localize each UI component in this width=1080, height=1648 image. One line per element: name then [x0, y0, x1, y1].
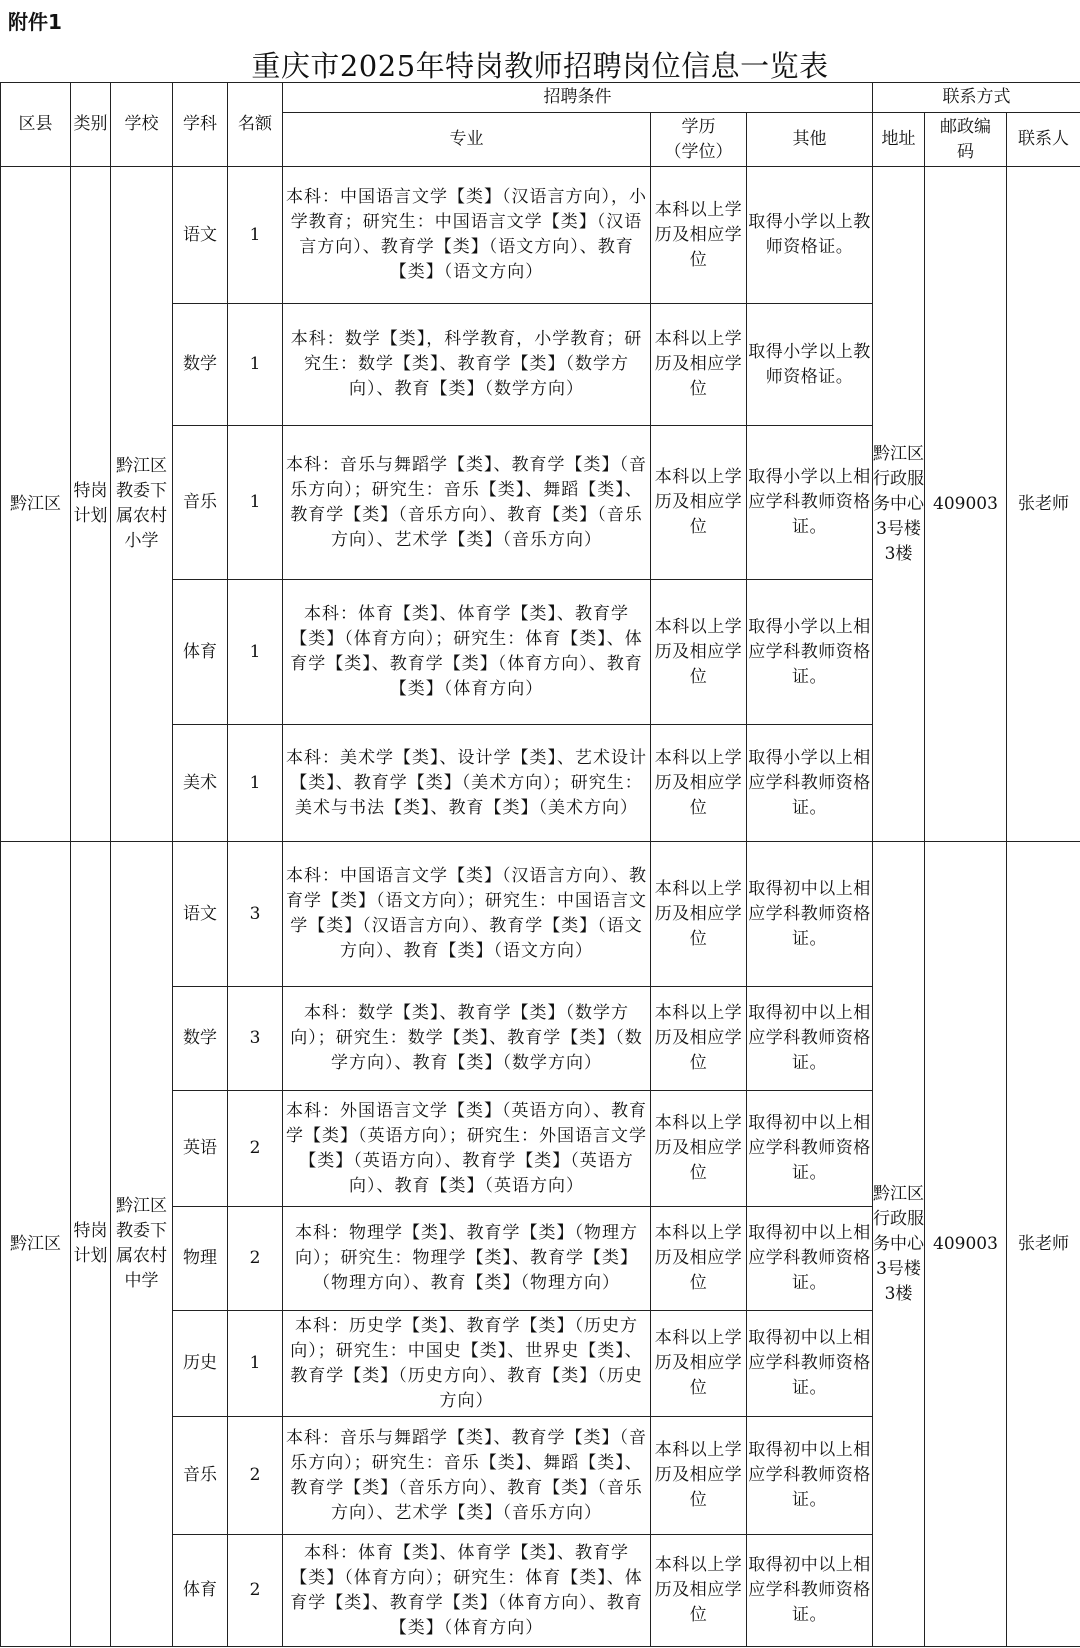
education-cell: 本科以上学历及相应学位	[651, 580, 747, 725]
school-cell: 黔江区教委下属农村小学	[111, 167, 173, 842]
major-cell: 本科：历史学【类】、教育学【类】（历史方向）；研究生：中国史【类】、世界史【类】、教育学【类】（历史方向）、教育【类】（历史方向）	[283, 1311, 651, 1417]
header-education: 学历 （学位）	[651, 113, 747, 167]
education-cell: 本科以上学历及相应学位	[651, 167, 747, 304]
major-cell: 本科：中国语言文学【类】（汉语言方向）、教育学【类】（语文方向）；研究生：中国语言文学【类】（汉语言方向）、教育学【类】（语文方向）、教育【类】（语文方向）	[283, 842, 651, 987]
other-cell: 取得初中以上相应学科教师资格证。	[747, 1311, 873, 1417]
other-cell: 取得初中以上相应学科教师资格证。	[747, 1091, 873, 1207]
address-cell: 黔江区行政服务中心3号楼3楼	[873, 842, 925, 1647]
header-district: 区县	[1, 83, 71, 167]
header-contact-person: 联系人	[1007, 113, 1080, 167]
category-cell: 特岗计划	[71, 167, 111, 842]
major-cell: 本科：体育【类】、体育学【类】、教育学【类】（体育方向）；研究生：体育【类】、体育学【类】、教育学【类】（体育方向）、教育【类】（体育方向）	[283, 1535, 651, 1647]
major-cell: 本科：音乐与舞蹈学【类】、教育学【类】（音乐方向）；研究生：音乐【类】、舞蹈【类】、教育学【类】（音乐方向）、教育【类】（音乐方向）、艺术学【类】（音乐方向）	[283, 426, 651, 580]
subject-cell: 英语	[173, 1091, 228, 1207]
other-cell: 取得小学以上相应学科教师资格证。	[747, 580, 873, 725]
other-cell: 取得小学以上教师资格证。	[747, 304, 873, 426]
quota-cell: 2	[228, 1417, 283, 1535]
page-title: 重庆市2025年特岗教师招聘岗位信息一览表	[251, 49, 829, 83]
subject-cell: 音乐	[173, 1417, 228, 1535]
header-address: 地址	[873, 113, 925, 167]
quota-cell: 1	[228, 580, 283, 725]
quota-cell: 2	[228, 1207, 283, 1311]
postcode-cell: 409003	[925, 842, 1007, 1647]
contact-person-cell: 张老师	[1007, 167, 1080, 842]
education-cell: 本科以上学历及相应学位	[651, 842, 747, 987]
subject-cell: 体育	[173, 1535, 228, 1647]
subject-cell: 语文	[173, 167, 228, 304]
subject-cell: 历史	[173, 1311, 228, 1417]
major-cell: 本科：体育【类】、体育学【类】、教育学【类】（体育方向）；研究生：体育【类】、体育学【类】、教育学【类】（体育方向）、教育【类】（体育方向）	[283, 580, 651, 725]
education-cell: 本科以上学历及相应学位	[651, 1311, 747, 1417]
quota-cell: 3	[228, 987, 283, 1091]
subject-cell: 音乐	[173, 426, 228, 580]
header-school: 学校	[111, 83, 173, 167]
subject-cell: 数学	[173, 304, 228, 426]
other-cell: 取得小学以上教师资格证。	[747, 167, 873, 304]
header-quota: 名额	[228, 83, 283, 167]
other-cell: 取得初中以上相应学科教师资格证。	[747, 1535, 873, 1647]
subject-cell: 物理	[173, 1207, 228, 1311]
education-cell: 本科以上学历及相应学位	[651, 304, 747, 426]
postcode-cell: 409003	[925, 167, 1007, 842]
header-subject: 学科	[173, 83, 228, 167]
major-cell: 本科：数学【类】，科学教育，小学教育；研究生：数学【类】、教育学【类】（数学方向）、教育【类】（数学方向）	[283, 304, 651, 426]
education-cell: 本科以上学历及相应学位	[651, 987, 747, 1091]
header-postcode: 邮政编码	[925, 113, 1007, 167]
category-cell: 特岗计划	[71, 842, 111, 1647]
district-cell: 黔江区	[1, 167, 71, 842]
other-cell: 取得初中以上相应学科教师资格证。	[747, 1207, 873, 1311]
major-cell: 本科：外国语言文学【类】（英语方向）、教育学【类】（英语方向）；研究生：外国语言文学【类】（英语方向）、教育学【类】（英语方向）、教育【类】（英语方向）	[283, 1091, 651, 1207]
major-cell: 本科：美术学【类】、设计学【类】、艺术设计【类】、教育学【类】（美术方向）；研究生：美术与书法【类】、教育【类】（美术方向）	[283, 725, 651, 842]
major-cell: 本科：中国语言文学【类】（汉语言方向），小学教育；研究生：中国语言文学【类】（汉语言方向）、教育学【类】（语文方向）、教育【类】（语文方向）	[283, 167, 651, 304]
major-cell: 本科：数学【类】、教育学【类】（数学方向）；研究生：数学【类】、教育学【类】（数学方向）、教育【类】（数学方向）	[283, 987, 651, 1091]
quota-cell: 1	[228, 725, 283, 842]
subject-cell: 语文	[173, 842, 228, 987]
other-cell: 取得初中以上相应学科教师资格证。	[747, 842, 873, 987]
education-cell: 本科以上学历及相应学位	[651, 1207, 747, 1311]
subject-cell: 数学	[173, 987, 228, 1091]
header-category: 类别	[71, 83, 111, 167]
address-cell: 黔江区行政服务中心3号楼3楼	[873, 167, 925, 842]
other-cell: 取得初中以上相应学科教师资格证。	[747, 987, 873, 1091]
quota-cell: 1	[228, 167, 283, 304]
major-cell: 本科：音乐与舞蹈学【类】、教育学【类】（音乐方向）；研究生：音乐【类】、舞蹈【类】、教育学【类】（音乐方向）、教育【类】（音乐方向）、艺术学【类】（音乐方向）	[283, 1417, 651, 1535]
quota-cell: 2	[228, 1535, 283, 1647]
district-cell: 黔江区	[1, 842, 71, 1647]
education-cell: 本科以上学历及相应学位	[651, 426, 747, 580]
education-cell: 本科以上学历及相应学位	[651, 1417, 747, 1535]
subject-cell: 体育	[173, 580, 228, 725]
school-cell: 黔江区教委下属农村中学	[111, 842, 173, 1647]
major-cell: 本科：物理学【类】、教育学【类】（物理方向）；研究生：物理学【类】、教育学【类】（物理方向）、教育【类】（物理方向）	[283, 1207, 651, 1311]
contact-person-cell: 张老师	[1007, 842, 1080, 1647]
quota-cell: 1	[228, 304, 283, 426]
quota-cell: 2	[228, 1091, 283, 1207]
recruitment-table	[0, 82, 1080, 1647]
header-contact: 联系方式	[873, 83, 1080, 113]
other-cell: 取得初中以上相应学科教师资格证。	[747, 1417, 873, 1535]
education-cell: 本科以上学历及相应学位	[651, 725, 747, 842]
quota-cell: 3	[228, 842, 283, 987]
table-row	[1, 842, 1080, 987]
quota-cell: 1	[228, 426, 283, 580]
header-major: 专业	[283, 113, 651, 167]
education-cell: 本科以上学历及相应学位	[651, 1535, 747, 1647]
other-cell: 取得小学以上相应学科教师资格证。	[747, 725, 873, 842]
education-cell: 本科以上学历及相应学位	[651, 1091, 747, 1207]
other-cell: 取得小学以上相应学科教师资格证。	[747, 426, 873, 580]
subject-cell: 美术	[173, 725, 228, 842]
header-conditions: 招聘条件	[283, 83, 873, 113]
header-other: 其他	[747, 113, 873, 167]
attachment-label: 附件1	[8, 10, 62, 34]
quota-cell: 1	[228, 1311, 283, 1417]
table-row	[1, 167, 1080, 304]
